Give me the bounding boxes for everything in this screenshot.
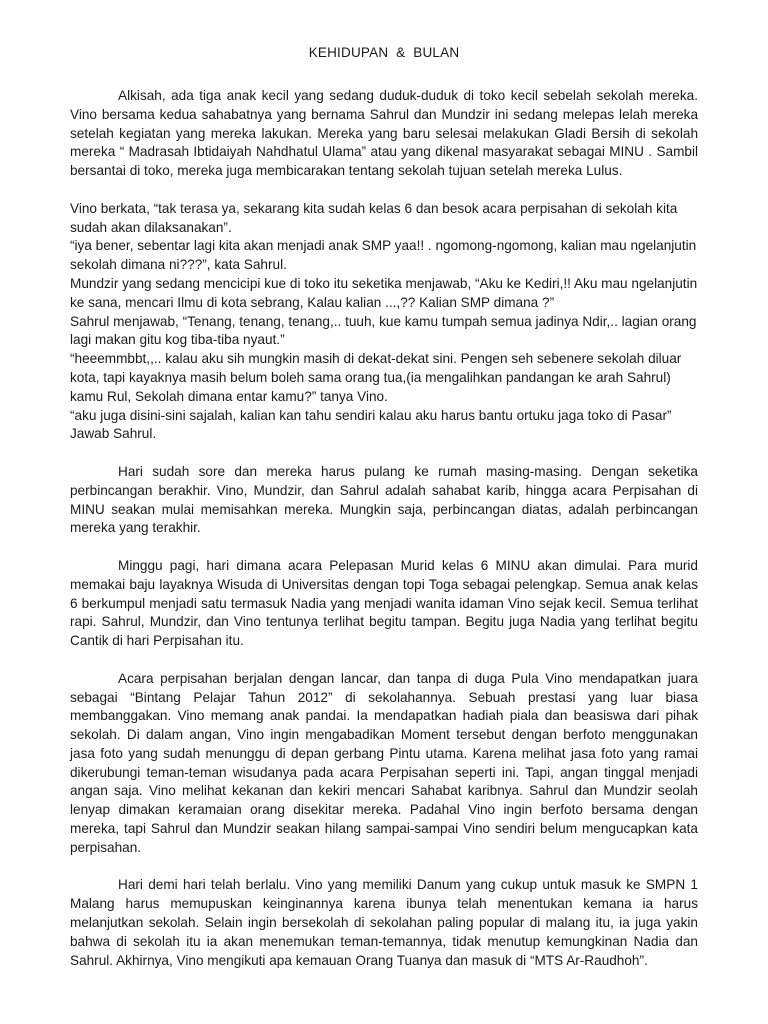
- paragraph-sunday: Minggu pagi, hari dimana acara Pelepasan Murid kelas 6 MINU akan dimulai. Para murid memakai baju layaknya Wisuda di Universitas dengan topi Toga sebagai pelengkap. Semua anak kelas 6 berkumpul menjadi satu termasuk Nadia yang menjadi wanita idaman Vino sejak kecil. Semua terlihat rapi. Sahrul, Mundzir, dan Vino tentunya terlihat begitu tampan. Begitu juga Nadia yang terlihat begitu Cantik di hari Perpisahan itu.: [70, 557, 698, 649]
- dialogue-line: Mundzir yang sedang mencicipi kue di toko itu seketika menjawab, “Aku ke Kediri,!! Aku mau ngelanjutin ke sana, mencari Ilmu di kota sebrang, Kalau kalian ...,?? Kalian SMP dimana ?”: [70, 275, 698, 310]
- dialogue-line: “aku juga disini-sini sajalah, kalian kan tahu sendiri kalau aku harus bantu ortuku jaga toko di Pasar” Jawab Sahrul.: [70, 407, 672, 442]
- dialogue-line: “iya bener, sebentar lagi kita akan menjadi anak SMP yaa!! . ngomong-ngomong, kalian mau ngelanjutin sekolah dimana ni???”, kata Sahrul.: [70, 238, 697, 273]
- dialogue-block: [70, 200, 698, 444]
- dialogue-line: “heeemmbbt,,.. kalau aku sih mungkin masih di dekat-dekat sini. Pengen seh sebenere sekolah diluar kota, tapi kayaknya masih belum boleh sama orang tua,(ia mengalihkan pandangan ke arah Sahrul) kamu Rul, Sekolah dimana entar kamu?” tanya Vino.: [70, 351, 682, 404]
- dialogue-line: Vino berkata, “tak terasa ya, sekarang kita sudah kelas 6 dan besok acara perpisahan di sekolah kita sudah akan dilaksanakan”.: [70, 200, 678, 235]
- document-title: KEHIDUPAN & BULAN: [308, 45, 460, 60]
- paragraph-evening: Hari sudah sore dan mereka harus pulang ke rumah masing-masing. Dengan seketika perbincangan berakhir. Vino, Mundzir, dan Sahrul adalah sahabat karib, hingga acara Perpisahan di MINU seakan mulai memisahkan mereka. Mungkin saja, perbincangan diatas, adalah perbincangan mereka yang terakhir.: [70, 463, 698, 536]
- dialogue-line: Sahrul menjawab, “Tenang, tenang, tenang,.. tuuh, kue kamu tumpah semua jadinya Ndir,.. lagian orang lagi makan gitu kog tiba-tiba nyaut.”: [70, 313, 697, 348]
- paragraph-school-choice: Hari demi hari telah berlalu. Vino yang memiliki Danum yang cukup untuk masuk ke SMPN 1 Malang harus memupuskan keinginannya karena ibunya telah menentukan kemana ia harus melanjutkan sekolah. Selain ingin bersekolah di sekolahan paling popular di malang itu, ia juga yakin bahwa di sekolah itu ia akan menemukan teman-temannya, tidak menutup kemungkinan Nadia dan Sahrul. Akhirnya, Vino mengikuti apa kemauan Orang Tuanya dan masuk di “MTS Ar-Raudhoh”.: [70, 877, 698, 968]
- paragraph-intro: Alkisah, ada tiga anak kecil yang sedang duduk-duduk di toko kecil sebelah sekolah mereka. Vino bersama kedua sahabatnya yang bernama Sahrul dan Mundzir ini sedang melepas lelah mereka setelah kegiatan yang mereka lakukan. Mereka yang baru selesai melakukan Gladi Bersih di sekolah mereka “ Madrasah Ibtidaiyah Nahdhatul Ulama” atau yang dikenal masyarakat sebagai MINU . Sambil bersantai di toko, mereka juga membicarakan tentang sekolah tujuan setelah mereka Lulus.: [70, 88, 698, 179]
- paragraph-ceremony: Acara perpisahan berjalan dengan lancar, dan tanpa di duga Pula Vino mendapatkan juara sebagai “Bintang Pelajar Tahun 2012” di sekolahannya. Sebuah prestasi yang luar biasa membanggakan. Vino memang anak pandai. Ia mendapatkan hadiah piala dan beasiswa dari pihak sekolah. Di dalam angan, Vino ingin mengabadikan Moment tersebut dengan berfoto menggunakan jasa foto yang sudah menunggu di depan gerbang Pintu utama. Karena melihat jasa foto yang ramai dikerubungi teman-teman wisudanya pada acara Perpisahan seperti ini. Tapi, angan tinggal menjadi angan saja. Vino melihat kekanan dan kekiri mencari Sahabat karibnya. Sahrul dan Mundzir seolah lenyap dimakan keramaian orang disekitar mereka. Padahal Vino ingin berfoto bersama dengan mereka, tapi Sahrul dan Mundzir seakan hilang sampai-sampai Vino sendiri belum mengucapkan kata perpisahan.: [70, 670, 698, 855]
